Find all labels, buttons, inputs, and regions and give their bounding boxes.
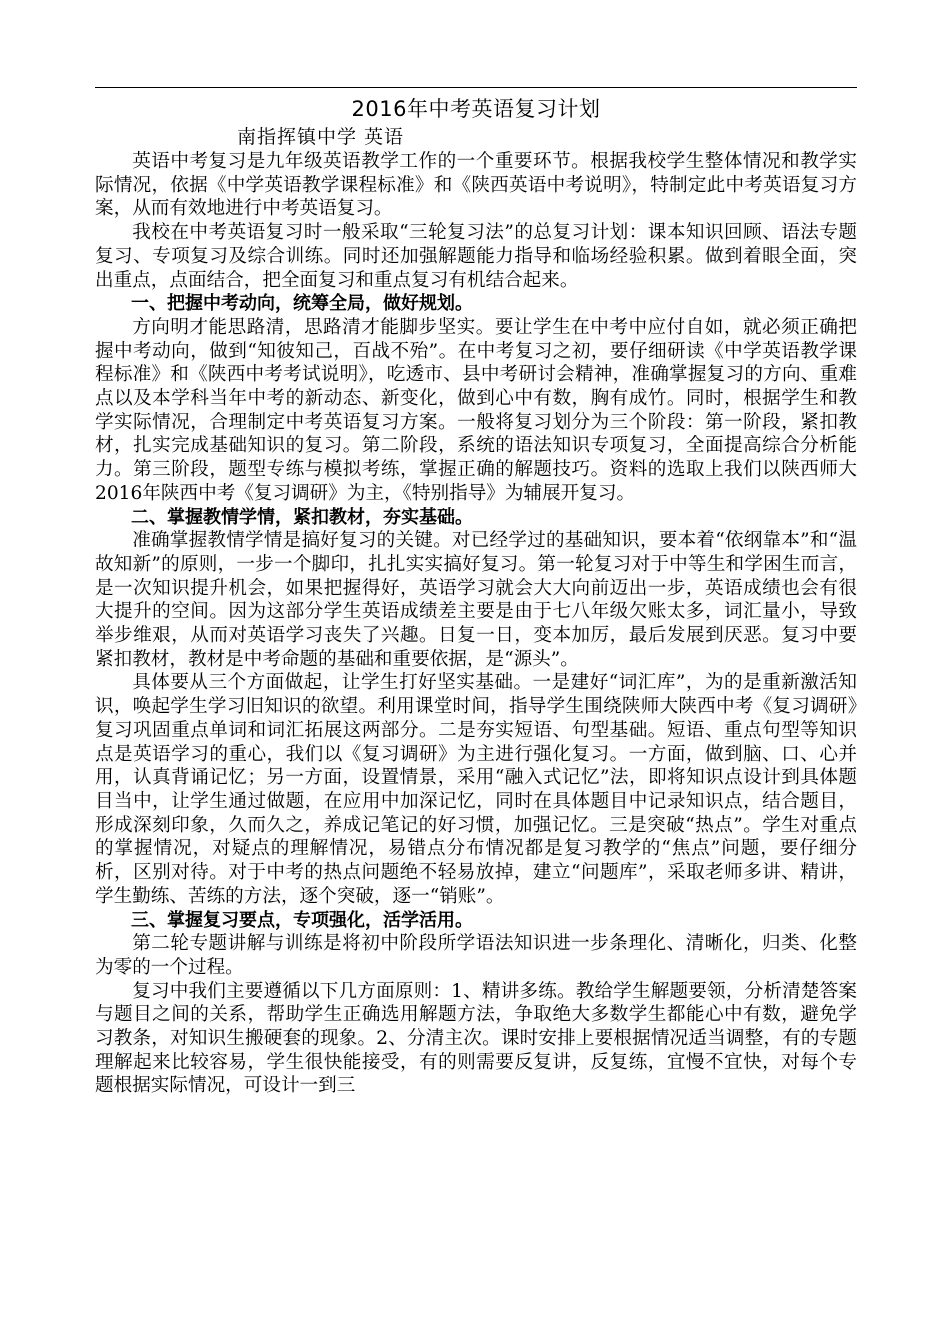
section-heading-1: 一、把握中考动向，统筹全局，做好规划。	[131, 293, 473, 315]
section-heading-2: 二、掌握教情学情，紧扣教材，夯实基础。	[131, 506, 473, 528]
intro-paragraph-1: 英语中考复习是九年级英语教学工作的一个重要环节。根据我校学生整体情况和教学实际情况，依据《中学英语教学课程标准》和《陕西英语中考说明》，特制定此中考英语复习方案，从而有效地进行中考英语复习。	[95, 151, 857, 220]
section3-paragraph-1: 第二轮专题讲解与训练是将初中阶段所学语法知识进一步条理化、清晰化，归类、化整为零的一个过程。	[95, 933, 857, 978]
document-subtitle: 南指挥镇中学 英语	[237, 126, 405, 148]
header-rule	[95, 87, 857, 88]
section3-paragraph-2: 复习中我们主要遵循以下几方面原则：1、精讲多练。教给学生解题要领，分析清楚答案与题目之间的关系，帮助学生正确选用解题方法，争取绝大多数学生都能心中有数，避免学习教条，对知识生搬硬套的现象。2、分清主次。课时安排上要根据情况适当调整，有的专题理解起来比较容易，学生很快能接受，有的则需要反复讲，反复练，宜慢不宜快，对每个专题根据实际情况，可设计一到三	[95, 980, 857, 1097]
document-body	[95, 150, 857, 1098]
section2-paragraph-2: 具体要从三个方面做起，让学生打好坚实基础。一是建好“词汇库”，为的是重新激活知识，唤起学生学习旧知识的欲望。利用课堂时间，指导学生围绕陕师大陕西中考《复习调研》复习巩固重点单词和词汇拓展这两部分。二是夯实短语、句型基础。短语、重点句型等知识点是英语学习的重心，我们以《复习调研》为主进行强化复习。一方面，做到脑、口、心并用，认真背诵记忆；另一方面，设置情景，采用“融入式记忆”法，即将知识点设计到具体题目当中，让学生通过做题，在应用中加深记忆，同时在具体题目中记录知识点，结合题目，形成深刻印象，久而久之，养成记笔记的好习惯，加强记忆。三是突破“热点”。学生对重点的掌握情况，对疑点的理解情况，易错点分布情况都是复习教学的“焦点”问题，要仔细分析，区别对待。对于中考的热点问题绝不轻易放掉，建立“问题库”，采取老师多讲、精讲，学生勤练、苦练的方法，逐个突破，逐一“销账”。	[95, 672, 857, 907]
section1-paragraph-1: 方向明才能思路清，思路清才能脚步坚实。要让学生在中考中应付自如，就必须正确把握中考动向，做到“知彼知己，百战不殆”。在中考复习之初，要仔细研读《中学英语教学课程标准》和《陕西中考考试说明》，吃透市、县中考研讨会精神，准确掌握复习的方向、重难点以及本学科当年中考的新动态、新变化，做到心中有数，胸有成竹。同时，根据学生和教学实际情况，合理制定中考英语复习方案。一般将复习划分为三个阶段：第一阶段，紧扣教材，扎实完成基础知识的复习。第二阶段，系统的语法知识专项复习，全面提高综合分析能力。第三阶段，题型专练与模拟考练，掌握正确的解题技巧。资料的选取上我们以陕西师大2016年陕西中考《复习调研》为主，《特别指导》为辅展开复习。	[95, 316, 857, 504]
intro-paragraph-2: 我校在中考英语复习时一般采取“三轮复习法”的总复习计划：课本知识回顾、语法专题复习、专项复习及综合训练。同时还加强解题能力指导和临场经验积累。做到着眼全面，突出重点，点面结合，把全面复习和重点复习有机结合起来。	[95, 222, 857, 291]
section-heading-3: 三、掌握复习要点，专项强化，活学活用。	[131, 909, 473, 931]
section2-paragraph-1: 准确掌握教情学情是搞好复习的关键。对已经学过的基础知识，要本着“依纲靠本”和“温故知新”的原则，一步一个脚印，扎扎实实搞好复习。第一轮复习对于中等生和学困生而言，是一次知识提升机会，如果把握得好，英语学习就会大大向前迈出一步，英语成绩也会有很大提升的空间。因为这部分学生英语成绩差主要是由于七八年级欠账太多，词汇量小，导致举步维艰，从而对英语学习丧失了兴趣。日复一日，变本加厉，最后发展到厌恶。复习中要紧扣教材，教材是中考命题的基础和重要依据，是“源头”。	[95, 530, 857, 670]
document-title: 2016年中考英语复习计划	[351, 97, 601, 121]
